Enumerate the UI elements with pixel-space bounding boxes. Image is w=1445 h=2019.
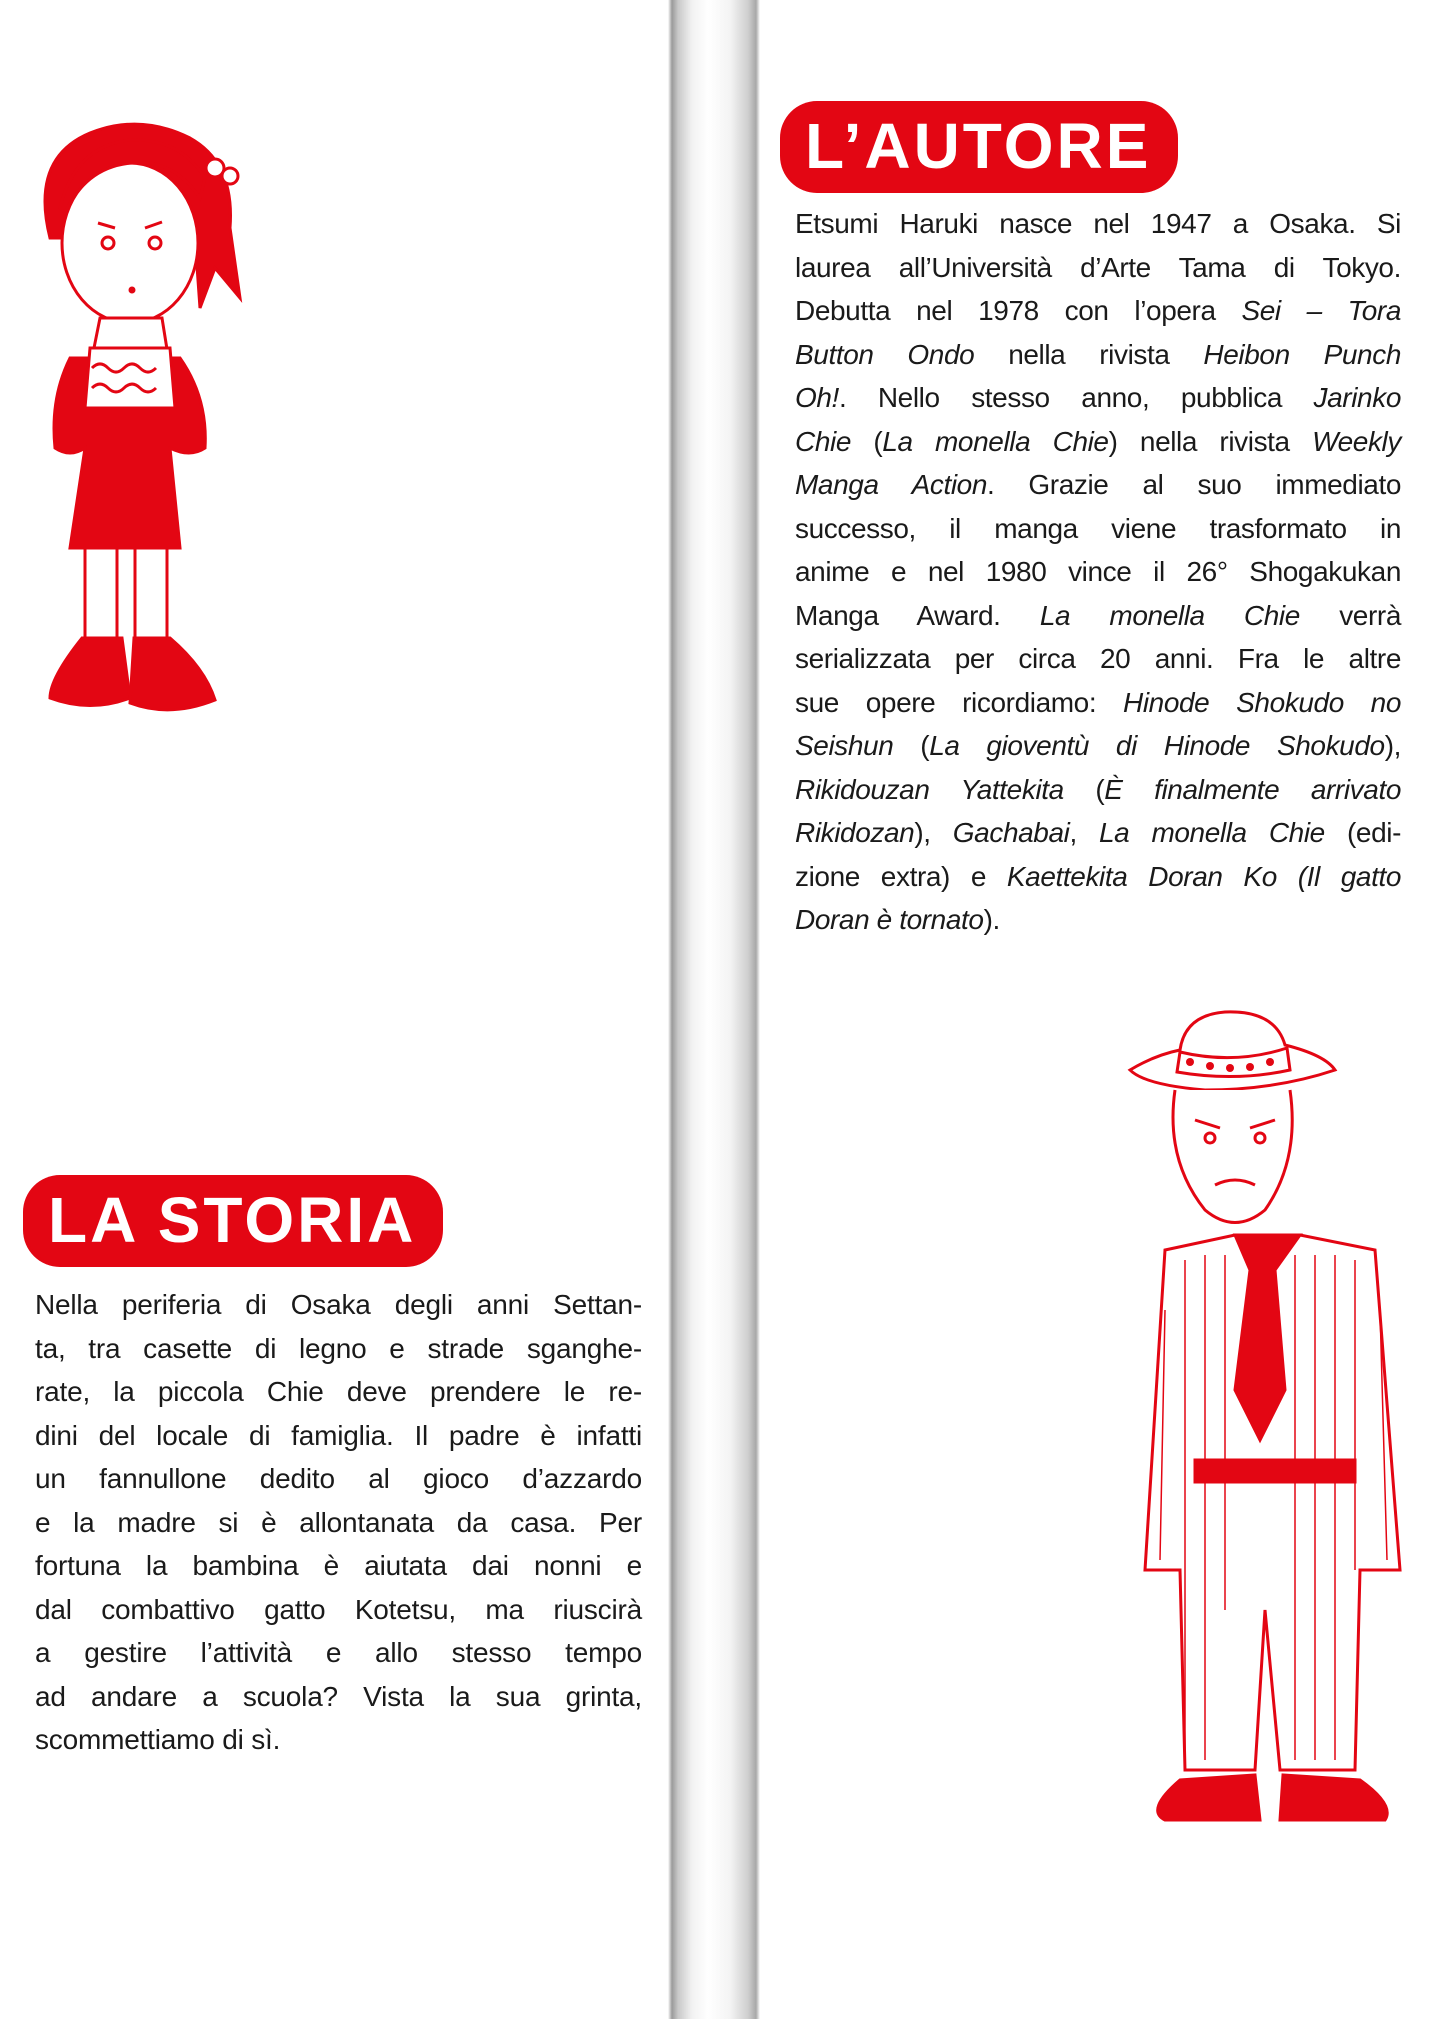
text-segment: Manga Award. <box>795 599 1040 631</box>
italic-title: Heibon Punch <box>1203 338 1401 370</box>
italic-title: Button Ondo <box>795 338 975 370</box>
story-paragraph <box>35 1283 642 1762</box>
text-segment: laurea all’Università d’Arte Tama di Tokyo. <box>795 251 1401 283</box>
text-line <box>795 289 1401 333</box>
author-heading: L’AUTORE <box>783 104 1175 190</box>
text-line <box>795 333 1401 377</box>
text-line <box>795 724 1401 768</box>
text-line <box>795 594 1401 638</box>
text-line <box>795 768 1401 812</box>
text-segment: ad andare a scuola? Vista la sua grinta, <box>35 1680 642 1712</box>
text-line <box>35 1631 642 1675</box>
text-line <box>35 1544 642 1588</box>
text-segment: sue opere ricordiamo: <box>795 686 1124 718</box>
italic-title: Kaettekita Doran Ko (Il gatto <box>1006 860 1401 892</box>
italic-title: Sei – Tora <box>1241 295 1401 326</box>
text-segment: ( <box>893 730 930 761</box>
italic-title: Doran è tornato <box>795 904 984 935</box>
text-segment: dini del locale di famiglia. Il padre è infatti <box>35 1419 642 1451</box>
italic-title: Hinode Shokudo no <box>1123 686 1402 718</box>
text-segment: serializzata per circa 20 anni. Fra le altre <box>795 643 1401 674</box>
italic-title: Rikidozan <box>795 817 915 848</box>
text-segment: e la madre si è allontanata da casa. Per <box>35 1506 642 1538</box>
text-segment: ( <box>1063 773 1105 805</box>
text-line <box>795 550 1401 594</box>
text-line <box>35 1370 642 1414</box>
text-segment: Etsumi Haruki nasce nel 1947 a Osaka. Si <box>795 208 1401 239</box>
text-segment: fortuna la bambina è aiutata dai nonni e <box>35 1550 642 1581</box>
text-line <box>35 1283 642 1327</box>
text-segment: ). <box>983 904 1000 935</box>
text-line <box>35 1414 642 1458</box>
text-line <box>795 420 1401 464</box>
text-segment: Debutta nel 1978 con l’opera <box>795 295 1242 326</box>
text-segment: ), <box>1384 730 1401 761</box>
text-line <box>35 1675 642 1719</box>
italic-title: Jarinko <box>1313 382 1401 413</box>
text-line <box>35 1501 642 1545</box>
text-line <box>795 507 1401 551</box>
text-line <box>795 637 1401 681</box>
italic-title: La monella Chie <box>1039 599 1300 631</box>
author-paragraph <box>795 202 1401 942</box>
text-segment: . Grazie al suo immediato <box>987 469 1402 500</box>
italic-title: La monella Chie <box>1098 817 1325 848</box>
text-segment: Nella periferia di Osaka degli anni Settan- <box>35 1289 642 1320</box>
italic-title: È finalmente arrivato <box>1104 773 1401 805</box>
italic-title: Gachabai <box>952 817 1070 848</box>
story-heading: LA STORIA <box>26 1178 440 1264</box>
text-line <box>795 855 1401 899</box>
text-line <box>795 202 1401 246</box>
text-segment: ) nella rivista <box>1108 425 1313 457</box>
text-line <box>35 1327 642 1371</box>
text-line <box>795 463 1401 507</box>
text-segment: zione extra) e <box>795 860 1007 892</box>
text-segment: ta, tra casette di legno e strade sganghe- <box>35 1332 642 1364</box>
text-segment: ), <box>914 817 953 848</box>
italic-title: Seishun <box>795 730 894 761</box>
text-line <box>35 1457 642 1501</box>
italic-title: Manga Action <box>795 469 988 500</box>
text-line <box>795 376 1401 420</box>
text-segment: rate, la piccola Chie deve prendere le re- <box>35 1376 642 1407</box>
italic-title: Weekly <box>1312 425 1401 457</box>
tetsu-illustration <box>1125 1010 1415 1825</box>
text-segment: . Nello stesso anno, pubblica <box>838 382 1314 413</box>
text-segment: ( <box>851 425 883 457</box>
italic-title: La monella Chie <box>882 425 1109 457</box>
text-line <box>795 681 1401 725</box>
text-line <box>795 811 1401 855</box>
text-segment: a gestire l’attività e allo stesso tempo <box>35 1637 642 1668</box>
text-segment: anime e nel 1980 vince il 26° Shogakukan <box>795 556 1401 587</box>
text-segment: nella rivista <box>974 338 1204 370</box>
text-line <box>795 898 1401 942</box>
text-segment: dal combattivo gatto Kotetsu, ma riuscirà <box>35 1593 642 1625</box>
text-segment: , <box>1069 817 1099 848</box>
text-segment: successo, il manga viene trasformato in <box>795 512 1401 544</box>
text-segment: (edi- <box>1324 817 1401 848</box>
italic-title: Chie <box>795 425 851 457</box>
text-line <box>35 1588 642 1632</box>
text-line <box>35 1718 642 1762</box>
book-gutter <box>668 0 760 2019</box>
text-segment: verrà <box>1299 599 1401 631</box>
italic-title: La gioventù di Hinode Shokudo <box>929 730 1385 761</box>
italic-title: Oh! <box>795 382 839 413</box>
text-segment: scommettiamo di sì. <box>35 1724 281 1755</box>
text-line <box>795 246 1401 290</box>
chie-illustration <box>30 118 265 733</box>
text-segment: un fannullone dedito al gioco d’azzardo <box>35 1463 642 1494</box>
italic-title: Rikidouzan Yattekita <box>795 773 1064 805</box>
